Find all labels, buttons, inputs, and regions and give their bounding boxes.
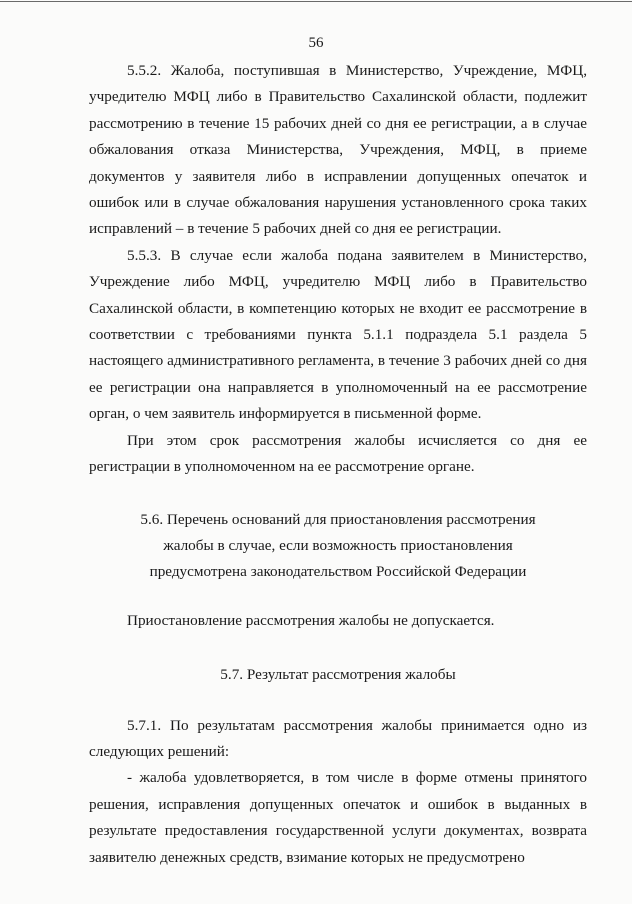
section-5-6-title-line-2: жалобы в случае, если возможность приостановления bbox=[163, 536, 513, 554]
paragraph-5-7-1: 5.7.1. По результатам рассмотрения жалобы принимается одно из следующих решений: bbox=[89, 716, 587, 760]
paragraph-5-5-2: 5.5.2. Жалоба, поступившая в Министерство, Учреждение, МФЦ, учредителю МФЦ либо в Правительство Сахалинской области, подлежит рассмотрению в течение 15 рабочих дней со дня ее регистрации, а в случае обжалования отказа Министерства, Учреждения, МФЦ, в приеме документов у заявителя либо в исправлении допущенных опечаток и ошибок или в случае обжалования нарушения установленного срока таких исправлений – в течение 5 рабочих дней со дня ее регистрации. bbox=[89, 62, 587, 238]
document-body bbox=[89, 58, 587, 871]
spacer bbox=[89, 634, 587, 662]
page-top-edge bbox=[0, 1, 632, 2]
section-5-6-text: Приостановление рассмотрения жалобы не допускается. bbox=[127, 611, 495, 629]
section-5-7-title: 5.7. Результат рассмотрения жалобы bbox=[220, 666, 456, 684]
page-number: 56 bbox=[308, 35, 324, 51]
paragraph-bullet-1: - жалоба удовлетворяется, в том числе в форме отмены принятого решения, исправления допущенных опечаток и ошибок в выданных в результате предоставления государственной услуги документах, возврата заявителю денежных средств, взимание которых не предусмотрено bbox=[89, 769, 587, 866]
paragraph-5-5-3: 5.5.3. В случае если жалоба подана заявителем в Министерство, Учреждение либо МФЦ, учредителю МФЦ либо в Правительство Сахалинской области, в компетенцию которых не входит ее рассмотрение в соответствии с требованиями пункта 5.1.1 подраздела 5.1 раздела 5 настоящего административного регламента, в течение 3 рабочих дней со дня ее регистрации она направляется в уполномоченный на ее рассмотрение орган, о чем заявитель информируется в письменной форме. bbox=[89, 246, 587, 423]
spacer bbox=[89, 586, 587, 608]
section-5-6-title-line-3: предусмотрена законодательством Российской Федерации bbox=[149, 563, 527, 581]
spacer bbox=[89, 689, 587, 713]
section-5-6-title-line-1: 5.6. Перечень оснований для приостановления рассмотрения bbox=[140, 510, 536, 528]
spacer bbox=[89, 481, 587, 507]
paragraph-term: При этом срок рассмотрения жалобы исчисляется со дня ее регистрации в уполномоченном на ее рассмотрение органе. bbox=[89, 431, 587, 476]
section-5-6-heading bbox=[89, 507, 587, 586]
